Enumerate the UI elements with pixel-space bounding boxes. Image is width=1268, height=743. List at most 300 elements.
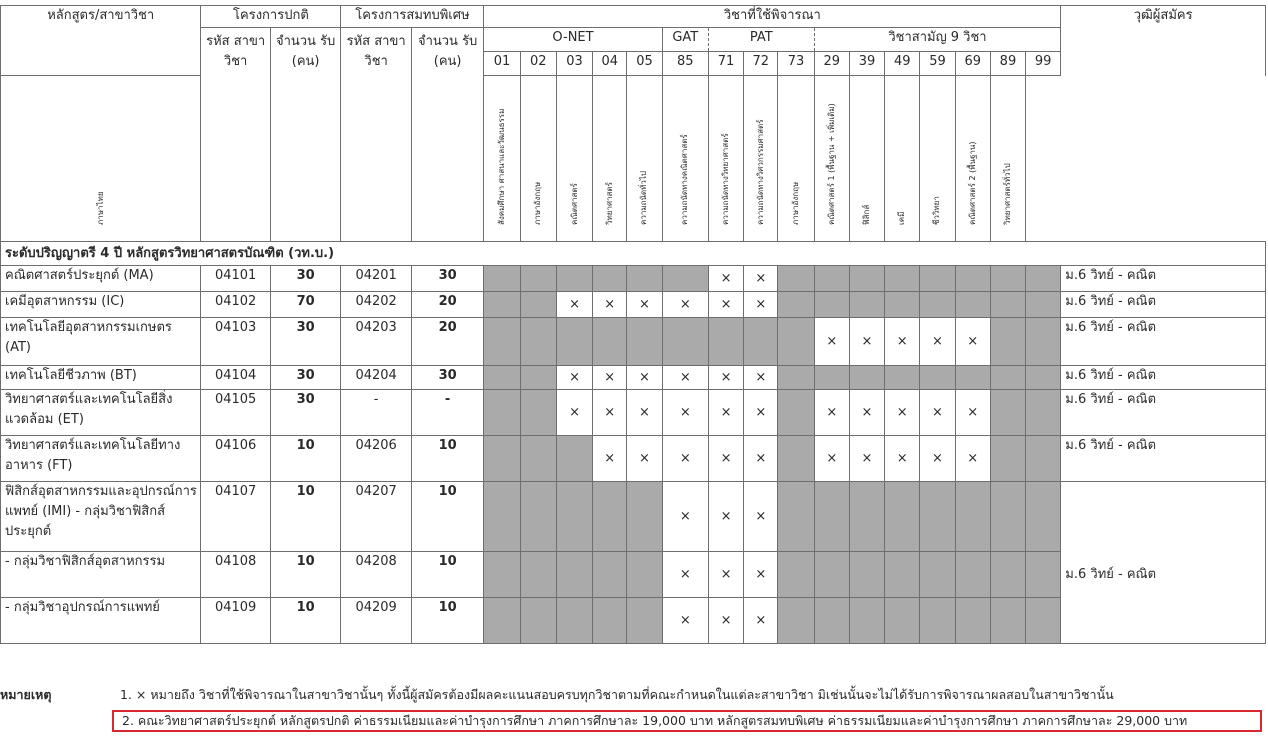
subject-cell <box>885 598 920 644</box>
subject-code: 01 <box>484 52 520 76</box>
subject-cell <box>1026 436 1061 482</box>
selected-mark: × <box>604 369 616 385</box>
subject-cell <box>778 366 814 390</box>
subject-cell <box>778 598 814 644</box>
program-name: คณิตศาสตร์ประยุกต์ (MA) <box>1 266 201 292</box>
subject-cell <box>484 266 520 292</box>
subject-cell <box>920 552 955 598</box>
header-code: รหัส สาขา วิชา <box>201 28 270 242</box>
subject-name-text: ความถนัดทางวิทยาศาสตร์ <box>721 133 731 225</box>
special-code: 04207 <box>341 482 411 552</box>
subject-name-text: สังคมศึกษา ศาสนาและวัฒนธรรม <box>497 108 507 225</box>
selected-mark: × <box>569 404 580 420</box>
subject-name-text: วิทยาศาสตร์ <box>604 182 614 225</box>
program-seats: 30 <box>270 366 341 390</box>
subject-cell <box>708 436 743 482</box>
subject-name <box>627 76 662 242</box>
subject-cell <box>814 318 849 366</box>
header-program: หลักสูตร/สาขาวิชา <box>1 6 201 76</box>
special-code: 04201 <box>341 266 411 292</box>
header-special-seats: จำนวน รับ (คน) <box>411 28 484 242</box>
subject-cell <box>662 482 708 552</box>
subject-cell <box>484 482 520 552</box>
subject-cell <box>814 436 849 482</box>
special-seats: 10 <box>411 436 484 482</box>
subject-name <box>708 76 743 242</box>
special-seats: 20 <box>411 292 484 318</box>
subject-cell <box>814 390 849 436</box>
subject-cell <box>744 366 778 390</box>
subject-cell <box>885 366 920 390</box>
subject-cell <box>708 482 743 552</box>
program-name: ฟิสิกส์อุตสาหกรรมและอุปกรณ์การแพทย์ (IMI) - กลุ่มวิชาฟิสิกส์ประยุกต์ <box>1 482 201 552</box>
selected-mark: × <box>639 296 650 312</box>
subject-code: 49 <box>885 52 920 76</box>
selected-mark: × <box>720 369 732 385</box>
subject-cell <box>849 552 884 598</box>
selected-mark: × <box>639 404 650 420</box>
table-row <box>1 598 1266 644</box>
selected-mark: × <box>755 296 767 312</box>
subject-cell <box>484 390 520 436</box>
subject-cell <box>955 436 990 482</box>
selected-mark: × <box>861 404 873 420</box>
selected-mark: × <box>569 296 580 312</box>
subject-cell <box>556 436 592 482</box>
special-seats: 20 <box>411 318 484 366</box>
table-row <box>1 366 1266 390</box>
subject-cell <box>849 292 884 318</box>
program-code: 04109 <box>201 598 270 644</box>
selected-mark: × <box>932 404 943 420</box>
subject-name <box>593 76 627 242</box>
subject-name <box>885 76 920 242</box>
subject-cell <box>990 598 1025 644</box>
subject-name-text: ความถนัดทางวิศวกรรมศาสตร์ <box>755 119 765 225</box>
subject-cell <box>990 266 1025 292</box>
selected-mark: × <box>826 404 838 420</box>
subject-name <box>814 76 849 242</box>
selected-mark: × <box>679 369 691 385</box>
program-seats: 70 <box>270 292 341 318</box>
selected-mark: × <box>755 404 767 420</box>
selected-mark: × <box>720 566 732 582</box>
selected-mark: × <box>679 566 691 582</box>
qualification: ม.6 วิทย์ - คณิต <box>1061 436 1266 482</box>
subject-cell <box>955 266 990 292</box>
header-gat: GAT <box>662 28 708 52</box>
program-code: 04103 <box>201 318 270 366</box>
program-name: - กลุ่มวิชาฟิสิกส์อุตสาหกรรม <box>1 552 201 598</box>
subject-cell <box>885 552 920 598</box>
subject-cell <box>1026 390 1061 436</box>
selected-mark: × <box>861 450 873 466</box>
selected-mark: × <box>861 333 873 349</box>
subject-cell <box>885 292 920 318</box>
selected-mark: × <box>755 270 767 286</box>
special-code: 04208 <box>341 552 411 598</box>
subject-cell <box>1026 318 1061 366</box>
selected-mark: × <box>679 404 691 420</box>
subject-code: 39 <box>849 52 884 76</box>
subject-cell <box>520 482 556 552</box>
selected-mark: × <box>720 270 732 286</box>
subject-cell <box>920 366 955 390</box>
subject-cell <box>484 292 520 318</box>
subject-cell <box>885 318 920 366</box>
subject-name <box>520 76 556 242</box>
subject-code: 29 <box>814 52 849 76</box>
selected-mark: × <box>604 404 616 420</box>
subject-cell <box>1026 552 1061 598</box>
subject-name <box>849 76 884 242</box>
selected-mark: × <box>826 450 838 466</box>
qualification <box>1061 482 1266 552</box>
selected-mark: × <box>679 612 691 628</box>
table-row <box>1 482 1266 552</box>
table-row <box>1 292 1266 318</box>
subject-cell <box>849 390 884 436</box>
program-code: 04106 <box>201 436 270 482</box>
program-name: เคมีอุตสาหกรรม (IC) <box>1 292 201 318</box>
subject-cell <box>520 266 556 292</box>
special-code: 04206 <box>341 436 411 482</box>
subject-cell <box>744 552 778 598</box>
subject-cell <box>849 598 884 644</box>
subject-code: 72 <box>744 52 778 76</box>
subject-code: 02 <box>520 52 556 76</box>
subject-cell <box>627 598 662 644</box>
selected-mark: × <box>755 566 767 582</box>
qualification: ม.6 วิทย์ - คณิต <box>1061 292 1266 318</box>
subject-cell <box>814 598 849 644</box>
subject-cell <box>708 266 743 292</box>
subject-name <box>920 76 955 242</box>
subject-cell <box>593 366 627 390</box>
subject-cell <box>814 366 849 390</box>
subject-cell <box>955 318 990 366</box>
selected-mark: × <box>826 333 838 349</box>
subject-name <box>955 76 990 242</box>
subject-cell <box>744 598 778 644</box>
subject-name-text: ฟิสิกส์ <box>862 204 871 225</box>
subject-cell <box>662 390 708 436</box>
selected-mark: × <box>639 450 650 466</box>
subject-cell <box>849 482 884 552</box>
subject-name-text: ความถนัดทางคณิตศาสตร์ <box>680 134 690 225</box>
program-code: 04108 <box>201 552 270 598</box>
program-code: 04102 <box>201 292 270 318</box>
special-seats: 10 <box>411 482 484 552</box>
subject-cell <box>990 552 1025 598</box>
subject-code: 05 <box>627 52 662 76</box>
subject-name <box>744 76 778 242</box>
header-regular: โครงการปกติ <box>201 6 341 28</box>
subject-cell <box>778 318 814 366</box>
selected-mark: × <box>896 404 908 420</box>
subject-cell <box>744 436 778 482</box>
subject-cell <box>556 366 592 390</box>
special-seats: 10 <box>411 598 484 644</box>
subject-cell <box>662 552 708 598</box>
program-code: 04104 <box>201 366 270 390</box>
program-seats: 30 <box>270 390 341 436</box>
header-special: โครงการสมทบพิเศษ <box>341 6 484 28</box>
selected-mark: × <box>967 333 979 349</box>
qualification: ม.6 วิทย์ - คณิต <box>1061 390 1266 436</box>
subject-cell <box>920 390 955 436</box>
subject-cell <box>627 482 662 552</box>
subject-cell <box>662 366 708 390</box>
subject-cell <box>849 318 884 366</box>
subject-cell <box>1026 482 1061 552</box>
subject-cell <box>955 366 990 390</box>
subject-cell <box>556 266 592 292</box>
selected-mark: × <box>896 450 908 466</box>
subject-cell <box>778 390 814 436</box>
subject-cell <box>593 598 627 644</box>
subject-cell <box>556 292 592 318</box>
selected-mark: × <box>639 369 650 385</box>
subject-cell <box>556 482 592 552</box>
subject-cell <box>593 318 627 366</box>
subject-cell <box>990 292 1025 318</box>
subject-cell <box>662 266 708 292</box>
subject-cell <box>520 318 556 366</box>
subject-name-text: วิทยาศาสตร์ทั่วไป <box>1002 163 1012 225</box>
special-seats: 10 <box>411 552 484 598</box>
subject-cell <box>627 366 662 390</box>
program-name: เทคโนโลยีอุตสาหกรรมเกษตร (AT) <box>1 318 201 366</box>
subject-cell <box>708 318 743 366</box>
table-row <box>1 318 1266 366</box>
subject-cell <box>744 390 778 436</box>
subject-cell <box>556 598 592 644</box>
table-row <box>1 266 1266 292</box>
subject-name <box>484 76 520 242</box>
note-1: 1. × หมายถึง วิชาที่ใช้พิจารณาในสาขาวิชานั้นๆ ทั้งนี้ผู้สมัครต้องมีผลคะแนนสอบครบทุกวิชาตามที่คณะกำหนดในแต่ละสาขาวิชา มิเช่นนั้นจะไม่ได้รับการพิจารณาผลสอบในสาขาวิชานั้น <box>120 687 1114 702</box>
selected-mark: × <box>679 296 691 312</box>
subject-cell <box>955 390 990 436</box>
subject-name-text: ความถนัดทั่วไป <box>639 171 649 225</box>
subject-cell <box>885 266 920 292</box>
subject-cell <box>520 598 556 644</box>
subject-cell <box>520 436 556 482</box>
subject-cell <box>849 366 884 390</box>
subject-cell <box>778 436 814 482</box>
special-code: 04204 <box>341 366 411 390</box>
subject-name-text: เคมี <box>897 211 907 225</box>
selected-mark: × <box>679 450 691 466</box>
program-name: วิทยาศาสตร์และเทคโนโลยีทางอาหาร (FT) <box>1 436 201 482</box>
subject-cell <box>556 390 592 436</box>
subject-name-text: ชีววิทยา <box>932 196 942 225</box>
subject-cell <box>814 292 849 318</box>
subject-name-text: ภาษาไทย <box>95 191 105 225</box>
note-2-highlighted: 2. คณะวิทยาศาสตร์ประยุกต์ หลักสูตรปกติ ค่าธรรมเนียมและค่าบำรุงการศึกษา ภาคการศึกษาละ 19,000 บาท หลักสูตรสมทบพิเศษ ค่าธรรมเนียมและค่าบำรุงการศึกษา ภาคการศึกษาละ 29,000 บาท <box>112 710 1262 732</box>
program-seats: 30 <box>270 266 341 292</box>
header-pat: PAT <box>708 28 814 52</box>
program-seats: 30 <box>270 318 341 366</box>
selected-mark: × <box>720 612 732 628</box>
subject-cell <box>885 436 920 482</box>
subject-cell <box>484 598 520 644</box>
qualification: ม.6 วิทย์ - คณิต <box>1061 552 1266 598</box>
header-special-code: รหัส สาขา วิชา <box>341 28 411 242</box>
subject-cell <box>520 552 556 598</box>
special-code: 04202 <box>341 292 411 318</box>
subject-cell <box>708 292 743 318</box>
subject-cell <box>708 390 743 436</box>
subject-code: 04 <box>593 52 627 76</box>
selected-mark: × <box>720 404 732 420</box>
selected-mark: × <box>932 450 943 466</box>
subject-cell <box>744 266 778 292</box>
subject-cell <box>593 482 627 552</box>
subject-cell <box>1026 366 1061 390</box>
program-name: วิทยาศาสตร์และเทคโนโลยีสิ่งแวดล้อม (ET) <box>1 390 201 436</box>
subject-cell <box>814 482 849 552</box>
special-seats: 30 <box>411 366 484 390</box>
qualification: ม.6 วิทย์ - คณิต <box>1061 266 1266 292</box>
subject-cell <box>627 436 662 482</box>
selected-mark: × <box>755 508 767 524</box>
subject-cell <box>484 436 520 482</box>
special-seats: - <box>411 390 484 436</box>
subject-code: 73 <box>778 52 814 76</box>
subject-cell <box>708 598 743 644</box>
subject-name <box>556 76 592 242</box>
special-code: 04209 <box>341 598 411 644</box>
subject-cell <box>627 318 662 366</box>
subject-cell <box>885 482 920 552</box>
subject-cell <box>627 552 662 598</box>
subject-cell <box>920 436 955 482</box>
subject-cell <box>849 266 884 292</box>
subject-code: 03 <box>556 52 592 76</box>
subject-cell <box>955 598 990 644</box>
subject-code: 59 <box>920 52 955 76</box>
program-seats: 10 <box>270 598 341 644</box>
admission-table <box>0 5 1266 644</box>
subject-cell <box>920 482 955 552</box>
subject-cell <box>920 292 955 318</box>
subject-code: 69 <box>955 52 990 76</box>
subject-cell <box>778 552 814 598</box>
table-row <box>1 552 1266 598</box>
selected-mark: × <box>967 404 979 420</box>
program-seats: 10 <box>270 552 341 598</box>
subject-name-text: ภาษาอังกฤษ <box>533 181 543 225</box>
subject-name-text: คณิตศาสตร์ 2 (พื้นฐาน) <box>967 141 977 225</box>
subject-cell <box>920 318 955 366</box>
notes-label: หมายเหตุ <box>0 687 52 702</box>
subject-cell <box>1026 266 1061 292</box>
header-qualification: วุฒิผู้สมัคร <box>1061 6 1266 76</box>
program-code: 04107 <box>201 482 270 552</box>
subject-cell <box>990 366 1025 390</box>
subject-cell <box>662 436 708 482</box>
subject-cell <box>593 292 627 318</box>
subject-name <box>990 76 1025 242</box>
selected-mark: × <box>720 450 732 466</box>
subject-cell <box>662 318 708 366</box>
header-subjects: วิชาที่ใช้พิจารณา <box>484 6 1061 28</box>
program-code: 04101 <box>201 266 270 292</box>
subject-cell <box>955 552 990 598</box>
subject-cell <box>520 390 556 436</box>
subject-cell <box>990 436 1025 482</box>
selected-mark: × <box>967 450 979 466</box>
subject-cell <box>662 292 708 318</box>
subject-cell <box>955 292 990 318</box>
subject-cell <box>520 292 556 318</box>
subject-name-text: ภาษาอังกฤษ <box>791 181 801 225</box>
section-title: ระดับปริญญาตรี 4 ปี หลักสูตรวิทยาศาสตรบัณฑิต (วท.บ.) <box>1 242 1266 266</box>
subject-cell <box>662 598 708 644</box>
special-code: - <box>341 390 411 436</box>
program-code: 04105 <box>201 390 270 436</box>
subject-cell <box>814 266 849 292</box>
subject-cell <box>778 292 814 318</box>
subject-cell <box>1026 292 1061 318</box>
subject-cell <box>593 436 627 482</box>
subject-cell <box>814 552 849 598</box>
header-seats: จำนวน รับ (คน) <box>270 28 341 242</box>
subject-cell <box>849 436 884 482</box>
qualification: ม.6 วิทย์ - คณิต <box>1061 366 1266 390</box>
subject-code: 99 <box>1026 52 1061 76</box>
subject-cell <box>885 390 920 436</box>
subject-cell <box>778 266 814 292</box>
subject-cell <box>744 318 778 366</box>
subject-cell <box>708 552 743 598</box>
table-row <box>1 390 1266 436</box>
subject-cell <box>744 482 778 552</box>
program-name: - กลุ่มวิชาอุปกรณ์การแพทย์ <box>1 598 201 644</box>
subject-name-text: คณิตศาสตร์ <box>569 183 579 225</box>
subject-cell <box>593 390 627 436</box>
header-nine-subjects: วิชาสามัญ 9 วิชา <box>814 28 1061 52</box>
special-code: 04203 <box>341 318 411 366</box>
program-seats: 10 <box>270 436 341 482</box>
subject-cell <box>484 318 520 366</box>
selected-mark: × <box>896 333 908 349</box>
subject-cell <box>920 266 955 292</box>
selected-mark: × <box>604 296 616 312</box>
subject-cell <box>593 552 627 598</box>
selected-mark: × <box>604 450 616 466</box>
subject-code: 89 <box>990 52 1025 76</box>
subject-name <box>1 76 201 242</box>
subject-cell <box>593 266 627 292</box>
qualification <box>1061 598 1266 644</box>
subject-cell <box>920 598 955 644</box>
qualification: ม.6 วิทย์ - คณิต <box>1061 318 1266 366</box>
selected-mark: × <box>569 369 580 385</box>
subject-cell <box>627 292 662 318</box>
header-onet: O-NET <box>484 28 662 52</box>
subject-cell <box>990 390 1025 436</box>
subject-cell <box>708 366 743 390</box>
selected-mark: × <box>755 450 767 466</box>
subject-cell <box>990 318 1025 366</box>
selected-mark: × <box>755 369 767 385</box>
selected-mark: × <box>720 508 732 524</box>
subject-name-text: คณิตศาสตร์ 1 (พื้นฐาน + เพิ่มเติม) <box>826 103 836 225</box>
subject-name <box>662 76 708 242</box>
subject-cell <box>990 482 1025 552</box>
